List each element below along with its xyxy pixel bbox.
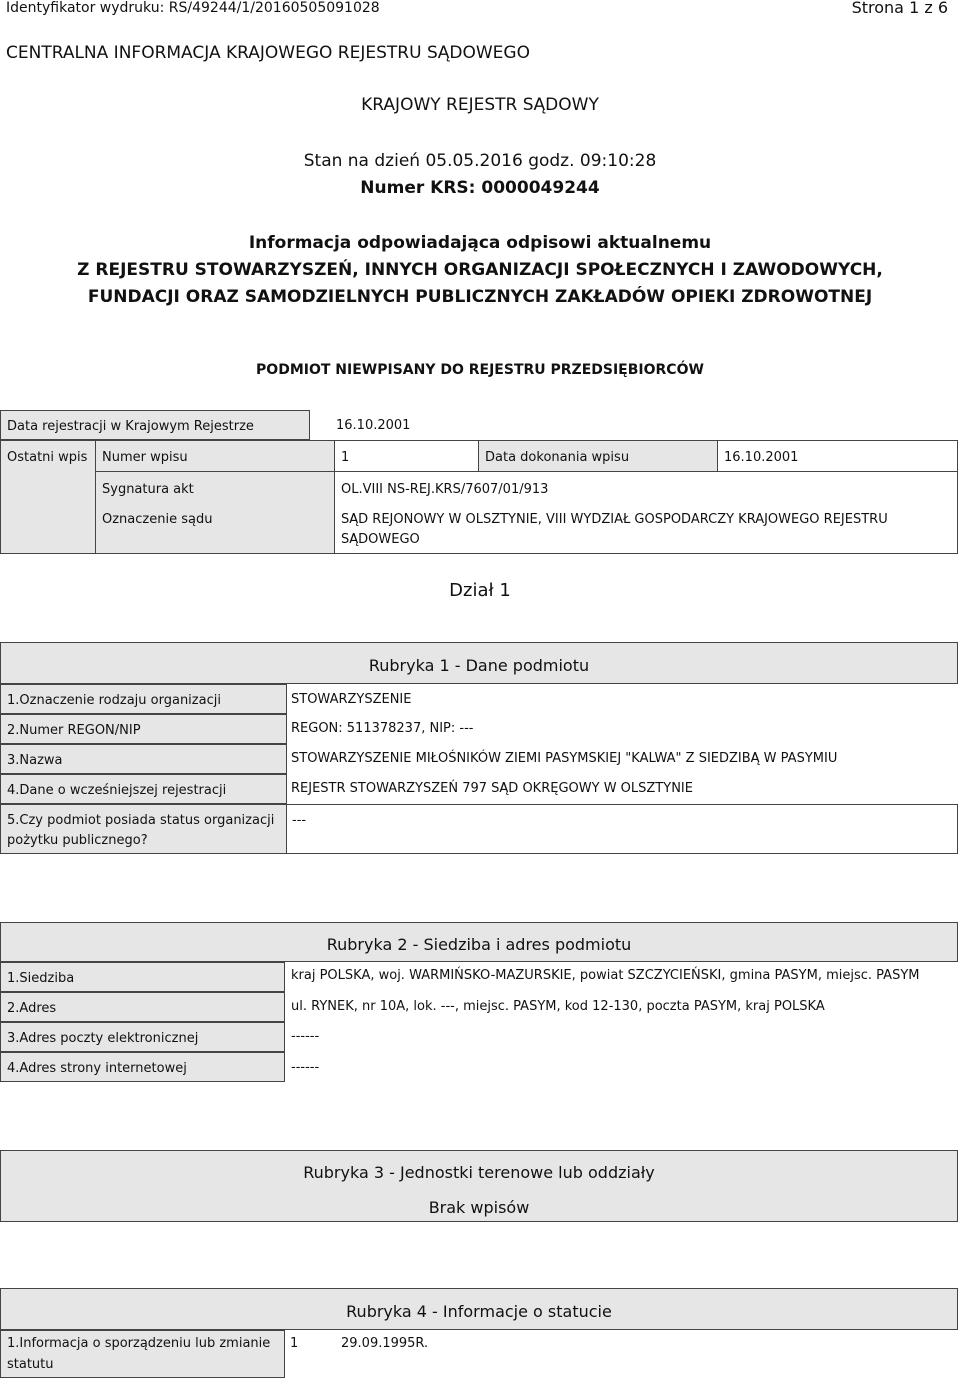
r1-row-3-label-text: 3.Nazwa: [7, 753, 63, 768]
r1-row-1-label-text: 1.Oznaczenie rodzaju organizacji: [7, 693, 221, 708]
signature-court-label-cell: [95, 471, 335, 554]
rubric-2-title: Rubryka 2 - Siedziba i adres podmiotu: [326, 935, 632, 954]
r4-row-1-label-line-1: 1.Informacja o sporządzeniu lub zmianie: [7, 1336, 271, 1351]
r1-row-3-label: [0, 744, 287, 774]
last-entry-label: Ostatni wpis: [7, 450, 88, 465]
r2-row-4-label-text: 4.Adres strony internetowej: [7, 1061, 187, 1076]
entity-status: PODMIOT NIEWPISANY DO REJESTRU PRZEDSIĘBIORCÓW: [256, 362, 704, 378]
info-line-3: FUNDACJI ORAZ SAMODZIELNYCH PUBLICZNYCH ZAKŁADÓW OPIEKI ZDROWOTNEJ: [87, 287, 873, 307]
r2-row-2-value: ul. RYNEK, nr 10A, lok. ---, miejsc. PASYM, kod 12-130, poczta PASYM, kraj POLSKA: [291, 999, 825, 1014]
entry-date-value: 16.10.2001: [724, 450, 799, 465]
last-entry-label-cell: [0, 440, 96, 554]
r1-row-1-label: [0, 684, 287, 714]
info-line-2: Z REJESTRU STOWARZYSZEŃ, INNYCH ORGANIZACJI SPOŁECZNYCH I ZAWODOWYCH,: [77, 260, 883, 280]
entry-number-value: 1: [341, 450, 350, 465]
r1-row-4-label: [0, 774, 287, 804]
section-title: Dział 1: [449, 580, 511, 601]
r1-row-5-label: [0, 804, 287, 854]
r1-row-2-value: REGON: 511378237, NIP: ---: [291, 721, 474, 736]
page-counter: Strona 1 z 6: [851, 0, 948, 17]
r2-row-2-label-text: 2.Adres: [7, 1001, 57, 1016]
reg-date-value: 16.10.2001: [336, 418, 411, 433]
signature-court-value-cell: [334, 471, 958, 554]
r1-row-2-label: [0, 714, 287, 744]
r2-row-1-label: [0, 962, 285, 992]
r1-row-5-value: ---: [292, 813, 307, 828]
r1-row-5-value-cell: [286, 804, 958, 854]
r2-row-4-value: ------: [291, 1060, 320, 1075]
r2-row-3-value: ------: [291, 1029, 320, 1044]
signature-label: Sygnatura akt: [102, 482, 194, 497]
r1-row-5-label-line-2: pożytku publicznego?: [7, 833, 148, 848]
rubric-1-header: [0, 642, 958, 684]
date-line: Stan na dzień 05.05.2016 godz. 09:10:28: [303, 151, 657, 171]
entry-number-cell: [334, 440, 479, 472]
r2-row-1-value: kraj POLSKA, woj. WARMIŃSKO-MAZURSKIE, powiat SZCZYCIEŃSKI, gmina PASYM, miejsc. PASYM: [291, 968, 920, 983]
rubric-2-header: [0, 922, 958, 962]
entry-number-label: Numer wpisu: [102, 450, 188, 465]
entry-date-label-cell: [478, 440, 718, 472]
reg-date-label: Data rejestracji w Krajowym Rejestrze: [7, 419, 254, 434]
rubric-3-block: [0, 1150, 958, 1222]
entry-date-label: Data dokonania wpisu: [485, 450, 630, 465]
court-value-line-2: SĄDOWEGO: [341, 532, 420, 547]
r2-row-4-label: [0, 1052, 285, 1082]
rubric-4-title: Rubryka 4 - Informacje o statucie: [346, 1302, 612, 1321]
r4-row-1-label: [0, 1330, 285, 1378]
krs-number: Numer KRS: 0000049244: [360, 178, 600, 198]
r1-row-2-label-text: 2.Numer REGON/NIP: [7, 723, 141, 738]
print-id: Identyfikator wydruku: RS/49244/1/20160505091028: [6, 0, 380, 16]
entry-number-label-cell: [95, 440, 335, 472]
r2-row-2-label: [0, 992, 285, 1022]
reg-date-label-cell: [0, 410, 310, 440]
rubric-4-header: [0, 1288, 958, 1330]
r4-row-1-number: 1: [290, 1336, 299, 1351]
rubric-3-title: Rubryka 3 - Jednostki terenowe lub oddziały: [303, 1163, 655, 1182]
r1-row-3-value: STOWARZYSZENIE MIŁOŚNIKÓW ZIEMI PASYMSKIEJ "KALWA" Z SIEDZIBĄ W PASYMIU: [291, 751, 838, 766]
r4-row-1-value: 29.09.1995R.: [341, 1336, 429, 1351]
court-label: Oznaczenie sądu: [102, 512, 213, 527]
r4-row-1-label-line-2: statutu: [7, 1357, 54, 1372]
court-value-line-1: SĄD REJONOWY W OLSZTYNIE, VIII WYDZIAŁ GOSPODARCZY KRAJOWEGO REJESTRU: [341, 512, 888, 527]
r2-row-3-label-text: 3.Adres poczty elektronicznej: [7, 1031, 199, 1046]
r1-row-1-value: STOWARZYSZENIE: [291, 692, 412, 707]
r1-row-4-value: REJESTR STOWARZYSZEŃ 797 SĄD OKRĘGOWY W OLSZTYNIE: [291, 781, 693, 796]
rubric-1-title: Rubryka 1 - Dane podmiotu: [368, 656, 590, 675]
r1-row-4-label-text: 4.Dane o wcześniejszej rejestracji: [7, 783, 227, 798]
rubric-3-empty: Brak wpisów: [428, 1198, 530, 1217]
signature-value: OL.VIII NS-REJ.KRS/7607/01/913: [341, 482, 549, 497]
r2-row-3-label: [0, 1022, 285, 1052]
info-line-1: Informacja odpowiadająca odpisowi aktualnemu: [248, 233, 712, 253]
entry-date-cell: [717, 440, 958, 472]
r2-row-1-label-text: 1.Siedziba: [7, 971, 75, 986]
r1-row-5-label-line-1: 5.Czy podmiot posiada status organizacji: [7, 813, 275, 828]
registry-title: KRAJOWY REJESTR SĄDOWY: [361, 95, 599, 115]
org-title: CENTRALNA INFORMACJA KRAJOWEGO REJESTRU SĄDOWEGO: [6, 43, 530, 63]
